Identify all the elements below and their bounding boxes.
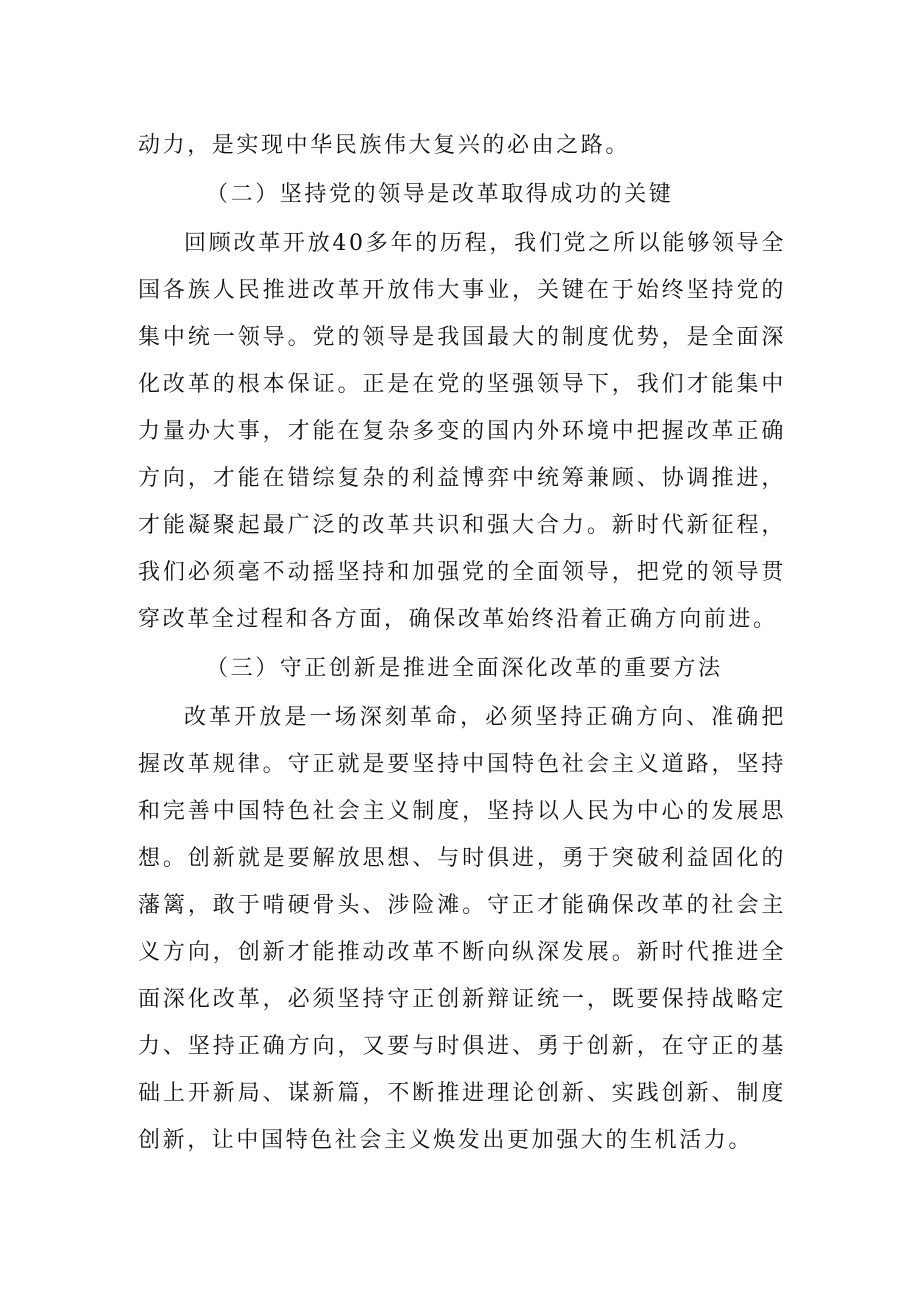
- section-paragraph-2: 回顾改革开放40多年的历程，我们党之所以能够领导全国各族人民推进改革开放伟大事业，关键在于始终坚持党的集中统一领导。党的领导是我国最大的制度优势，是全面深化改革的根本保证。正是在党的坚强领导下，我们才能集中力量办大事，才能在复杂多变的国内外环境中把握改革正确方向，才能在错综复杂的利益博弈中统筹兼顾、协调推进，才能凝聚起最广泛的改革共识和强大合力。新时代新征程，我们必须毫不动摇坚持和加强党的全面领导，把党的领导贯穿改革全过程和各方面，确保改革始终沿着正确方向前进。: [138, 231, 786, 632]
- document-body: [138, 122, 786, 1164]
- section-paragraph-3: 改革开放是一场深刻革命，必须坚持正确方向、准确把握改革规律。守正就是要坚持中国特色社会主义道路，坚持和完善中国特色社会主义制度，坚持以人民为中心的发展思想。创新就是要解放思想、与时俱进，勇于突破利益固化的藩篱，敢于啃硬骨头、涉险滩。守正才能确保改革的社会主义方向，创新才能推动改革不断向纵深发展。新时代推进全面深化改革，必须坚持守正创新辩证统一，既要保持战略定力、坚持正确方向，又要与时俱进、勇于创新，在守正的基础上开新局、谋新篇，不断推进理论创新、实践创新、制度创新，让中国特色社会主义焕发出更加强大的生机活力。: [138, 705, 786, 1153]
- continuation-paragraph: 动力，是实现中华民族伟大复兴的必由之路。: [138, 133, 631, 158]
- section-heading-3: （三）守正创新是推进全面深化改革的重要方法: [206, 656, 723, 681]
- section-heading-2: （二）坚持党的领导是改革取得成功的关键: [206, 182, 674, 207]
